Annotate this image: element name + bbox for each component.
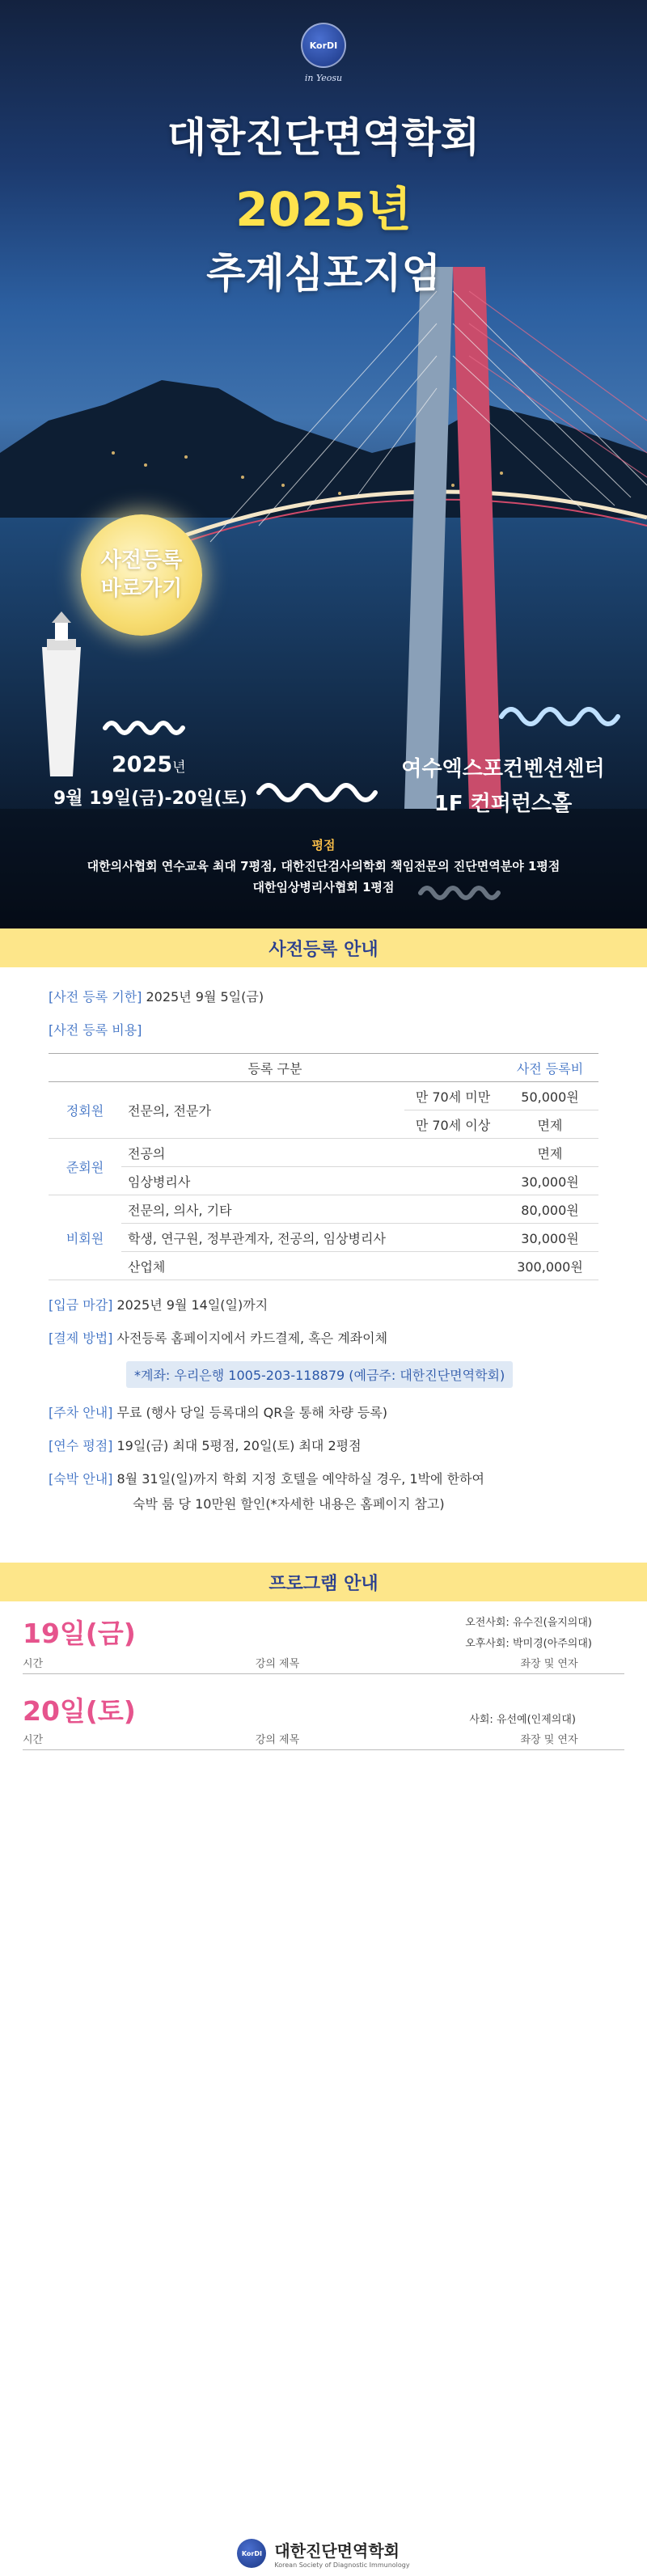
credits-title: 평점 — [311, 838, 336, 852]
fee-row — [49, 1195, 598, 1224]
fee-head-amount: 사전 등록비 — [501, 1054, 598, 1082]
venue — [366, 752, 641, 817]
day2-chairs — [469, 1690, 576, 1731]
hero-banner — [0, 0, 647, 928]
fee-desc: 전문의, 의사, 기타 — [121, 1195, 501, 1224]
pay-method-value: 사전등록 홈페이지에서 카드결제, 혹은 계좌이체 — [116, 1330, 388, 1346]
fee-desc: 산업체 — [121, 1252, 501, 1280]
day1-am-chair: 오전사회: 유수진(을지의대) — [465, 1617, 592, 1629]
pay-deadline-tag: [입금 마감] — [49, 1297, 113, 1313]
register-shortcut-button[interactable] — [81, 514, 202, 636]
fee-category: 준회원 — [49, 1139, 121, 1195]
day1-label: 19일(금) — [23, 1618, 136, 1649]
fee-row — [49, 1167, 598, 1195]
fee-table — [49, 1053, 598, 1280]
fee-table-header — [49, 1054, 598, 1082]
col-time: 시간 — [23, 1734, 44, 1746]
fee-desc: 전공의 — [121, 1139, 501, 1167]
registration-section-header: 사전등록 안내 — [0, 928, 647, 967]
fee-desc: 전문의, 전문가 — [121, 1082, 404, 1139]
fee-desc: 임상병리사 — [121, 1167, 501, 1195]
fee-sub: 만 70세 미만 — [404, 1082, 501, 1110]
day2-chair: 사회: 유선예(인제의대) — [469, 1714, 576, 1726]
col-time: 시간 — [23, 1658, 44, 1670]
lodging-tag: [숙박 안내] — [49, 1471, 113, 1487]
fee-amount: 300,000원 — [501, 1252, 598, 1280]
day1-chairs — [465, 1613, 592, 1655]
col-title: 강의 제목 — [255, 1658, 300, 1670]
deadline-row — [49, 987, 598, 1005]
account-row — [49, 1361, 598, 1388]
fee-row — [49, 1082, 598, 1110]
program — [0, 1601, 647, 1750]
parking-value: 무료 (행사 당일 등록대의 QR을 통해 차량 등록) — [116, 1405, 388, 1420]
fee-amount: 면제 — [501, 1110, 598, 1139]
footer-subtitle: Korean Society of Diagnostic Immunology — [274, 2561, 410, 2569]
register-button-line2: 바로가기 — [100, 577, 183, 601]
credits-line-2: 대한임상병리사협회 1평점 — [252, 880, 395, 895]
title-year: 2025년 — [235, 182, 412, 237]
event-year — [112, 752, 186, 777]
day1-pm-chair: 오후사회: 박미경(아주의대) — [465, 1638, 592, 1650]
tagline: in Yeosu — [304, 73, 343, 83]
register-button-line1: 사전등록 — [100, 548, 183, 573]
day2-header — [23, 1674, 624, 1731]
kordi-logo: KorDI — [301, 23, 346, 68]
event-dates: 9월 19일(금)-20일(토) — [53, 789, 247, 809]
day1-column-header — [23, 1655, 624, 1674]
footer — [0, 2538, 647, 2569]
day1-header — [23, 1601, 624, 1655]
col-speaker: 좌장 및 연자 — [520, 1734, 578, 1746]
fee-category: 정회원 — [49, 1082, 121, 1139]
pay-method-row — [49, 1328, 598, 1347]
credit-tag: [연수 평점] — [49, 1438, 113, 1453]
pay-deadline-value: 2025년 9월 14일(일)까지 — [116, 1297, 269, 1313]
fee-head-category: 등록 구분 — [49, 1054, 501, 1082]
parking-tag: [주차 안내] — [49, 1405, 113, 1420]
fee-amount: 면제 — [501, 1139, 598, 1167]
credit-row — [49, 1436, 598, 1454]
venue-hall: 1F 컨퍼런스홀 — [433, 792, 573, 816]
pay-deadline-row — [49, 1295, 598, 1313]
parking-row — [49, 1402, 598, 1421]
fee-amount: 30,000원 — [501, 1224, 598, 1252]
fee-row — [49, 1139, 598, 1167]
day2-column-header — [23, 1731, 624, 1750]
deadline-value: 2025년 9월 5일(금) — [146, 989, 264, 1005]
deadline-tag: [사전 등록 기한] — [49, 989, 142, 1005]
day2-label: 20일(토) — [23, 1695, 136, 1727]
bank-account: *계좌: 우리은행 1005-203-118879 (예금주: 대한진단면역학회) — [126, 1361, 513, 1388]
fee-row — [49, 1252, 598, 1280]
fee-sub: 만 70세 이상 — [404, 1110, 501, 1139]
event-year-suffix: 년 — [172, 759, 186, 776]
credits-line-1: 대한의사협회 연수교육 최대 7평점, 대한진단검사의학회 책임전문의 진단면역분야 1평점 — [87, 859, 560, 873]
fee-desc: 학생, 연구원, 정부관계자, 전공의, 임상병리사 — [121, 1224, 501, 1252]
venue-name: 여수엑스포컨벤션센터 — [401, 757, 605, 781]
pay-method-tag: [결제 방법] — [49, 1330, 113, 1346]
event-year-number: 2025 — [112, 752, 173, 777]
fee-amount: 50,000원 — [501, 1082, 598, 1110]
lodging-row — [49, 1469, 598, 1487]
registration-info — [0, 967, 647, 1563]
fee-row — [49, 1224, 598, 1252]
col-speaker: 좌장 및 연자 — [520, 1658, 578, 1670]
lodging-value: 8월 31일(일)까지 학회 지정 호텔을 예약하실 경우, 1박에 한하여 — [116, 1471, 484, 1487]
title-society: 대한진단면역학회 — [167, 114, 480, 161]
footer-text — [274, 2538, 409, 2569]
fee-category: 비회원 — [49, 1195, 121, 1280]
fees-row — [49, 1020, 598, 1038]
lodging-row-2: 숙박 룸 당 10만원 할인(*자세한 내용은 홈페이지 참고) — [133, 1496, 445, 1512]
footer-logo: KorDI — [237, 2539, 266, 2568]
fee-amount: 80,000원 — [501, 1195, 598, 1224]
fees-tag: [사전 등록 비용] — [49, 1022, 142, 1038]
title-symposium: 추계심포지엄 — [206, 250, 441, 297]
footer-name: 대한진단면역학회 — [274, 2541, 400, 2561]
credit-value: 19일(금) 최대 5평점, 20일(토) 최대 2평점 — [116, 1438, 362, 1453]
fee-amount: 30,000원 — [501, 1167, 598, 1195]
program-section-header: 프로그램 안내 — [0, 1563, 647, 1601]
col-title: 강의 제목 — [255, 1734, 300, 1746]
